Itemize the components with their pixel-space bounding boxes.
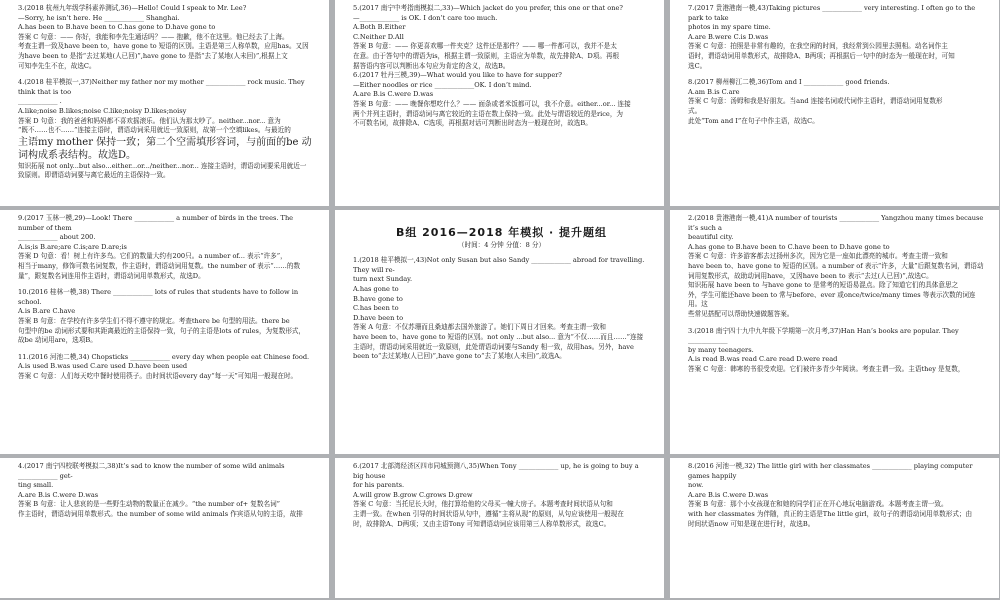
text-line: 致原则。即谓语动词要与离它最近的主语保持一致。 bbox=[18, 171, 170, 180]
page-4 bbox=[0, 210, 329, 454]
text-line: 词用复数形式，故助动词用have，又因have been to 表示“去过(人已回)”,故选C。 bbox=[688, 271, 933, 280]
text-line: 主谓一致。在when 引导的时间状语从句中，遵循“主将从现”的原则，从句应该使用一般现在 bbox=[353, 509, 624, 518]
text-line: ting small. bbox=[18, 481, 54, 490]
section-title: B组 2016—2018 年模拟 · 提升题组 bbox=[395, 226, 608, 239]
text-line: A.Both B.Either bbox=[353, 23, 406, 32]
text-line: 作主语时，谓语动词用单数形式。the number of some wild animals 作宾语从句的主语，故排 bbox=[18, 509, 303, 518]
text-line: ____________ about 200. bbox=[18, 233, 96, 242]
spacer bbox=[688, 320, 985, 327]
text-line: have been to、have gone to 短语的区别。a number of 表示“许多，大量”后跟复数名词，谓语动 bbox=[688, 261, 984, 270]
text-line: A.has gone to B.have been to C.have been to D.have gone to bbox=[688, 242, 890, 251]
text-line: A.are B.is C.were D.was bbox=[18, 490, 99, 499]
spacer bbox=[18, 346, 315, 353]
text-line: 8.(2017 柳州柳江二模,36)Tom and I ____________ good friends. bbox=[688, 78, 890, 87]
text-line: A.has gone to bbox=[353, 284, 399, 293]
text-line: 式。 bbox=[688, 106, 702, 115]
text-line: ____________ . bbox=[18, 97, 62, 106]
text-line: A.is B.are C.have bbox=[18, 307, 76, 316]
text-line: 11.(2016 河池二模,34) Chopsticks ____________ every day when people eat Chinese food. bbox=[18, 352, 310, 361]
text-line: 些常见搭配可以帮助快速做题答案。 bbox=[688, 309, 794, 318]
text-line: 答案 B 句意：让人悲哀的是一些野生动物的数量正在减少。“the number of+ 复数名词” bbox=[18, 500, 281, 509]
text-line: for his parents. bbox=[353, 481, 405, 490]
text-line: A.will grow B.grow C.grows D.grew bbox=[353, 490, 473, 499]
text-line: D.have been to bbox=[353, 313, 404, 322]
text-line: 量”，跟复数名词连用作主语时，谓语动词用单数形式，故选D。 bbox=[18, 271, 205, 280]
text-line: 外，学生可能还have been to 常与before、ever 或once/twice/many times 等表示次数的词连用。这 bbox=[688, 290, 976, 309]
text-line: A.are B.were C.is D.was bbox=[688, 32, 769, 41]
text-line: A.is read B.was read C.are read D.were read bbox=[688, 355, 838, 364]
text-line: 不可数名词，故排除A、C选项，再根据对话可判断出时态为一般现在时，故选B。 bbox=[353, 119, 592, 128]
section-subtitle: （时间：4 分钟 分值：8 分） bbox=[457, 240, 546, 249]
text-line: 主语时，谓语动词采用就近一致原则，此处谓语动词要与Sandy 相一致，故用has。另外，have bbox=[353, 342, 634, 351]
text-line: 3.(2018 杭州九年级学科素养测试,36)—Hello! Could I speak to Mr. Lee? bbox=[18, 4, 247, 12]
text-line: 答案 A 句意：不仅苏珊而且桑迪都去国外旅游了。她们下周日才回来。考查主谓一致和 bbox=[353, 323, 606, 332]
text-line: 据答语内容可以判断出本句应为肯定的含义，故选B。 bbox=[353, 61, 510, 70]
text-line: 答案 C 句意：韩寒的书很受欢迎。它们被许多青少年阅读。考查主谓一致。主语they 是复数， bbox=[688, 364, 965, 373]
text-line: have been to、have gone to 短语的区别。not only ...but also... 意为“不仅……而且……”连接 bbox=[353, 332, 644, 341]
text-line: 4.(2017 南宁四校联考模拟二,38)It’s sad to know the number of some wild animals ____________ get- bbox=[18, 462, 285, 480]
text-line: “既不……也不……”连接主语时，谓语动词采用就近一致原则，故第一个空填likes。与最近的 bbox=[18, 126, 291, 135]
page-1 bbox=[0, 0, 329, 206]
text-line: 6.(2017 北部湾经济区四市同城预测八,35)When Tony ____________ up, he is going to buy a big house bbox=[353, 462, 639, 480]
text-line: —____________ is OK. I don’t care too much. bbox=[353, 13, 498, 22]
text-line: 6.(2017 牡丹三模,39)—What would you like to have for supper? bbox=[353, 71, 562, 80]
text-line: 答案 C 句意：许多游客都去过扬州多次，因为它是一座如此漂亮的城市。考查主谓一致和 bbox=[688, 252, 948, 261]
text-line: 考查主谓一致及have been to，have gone to 短语的区别。主语是第三人称单数，应用has。又因 bbox=[18, 42, 309, 51]
text-line: A.is used B.was used C.are used D.have been used bbox=[18, 362, 188, 371]
text-line: 两个并列主语时，谓语动词与离它较近的主语在数上保持一致。此处与谓语较近的是rice，为 bbox=[353, 109, 624, 118]
text-line: 知识拓展 have been to 与have gone to 是常考的短语易混点。除了知道它们的具体意思之 bbox=[688, 281, 959, 290]
page-6 bbox=[670, 210, 999, 454]
text-line: 5.(2017 南宁中考指南模拟二,33)—Which jacket do you prefer, this one or that one? bbox=[353, 4, 623, 12]
text-line: photos in my spare time. bbox=[688, 23, 771, 32]
text-line: 7.(2017 贵港港南一模,43)Taking pictures ____________ very interesting. I often go to the park to take bbox=[688, 4, 976, 22]
text-line: B.have gone to bbox=[353, 294, 403, 303]
text-line: 答案 D 句意：我的爸爸和妈妈都不喜欢摇滚乐。他们认为那太吵了。neither...nor... 意为 bbox=[18, 116, 281, 125]
text-line: A.are B.is C.were D.was bbox=[353, 90, 434, 99]
text-line: —Either noodles or rice ____________OK. I don’t mind. bbox=[353, 80, 532, 89]
text-line: 8.(2016 河池一模,32) The little girl with her classmates ____________ playing computer games happily bbox=[688, 462, 973, 480]
text-line: beautiful city. bbox=[688, 233, 734, 242]
text-line: 为have been to 是指“去过某地(人已回)”,have gone to 是指“去了某地(人未回)”,根据上文 bbox=[18, 51, 288, 60]
text-line: A.am B.is C.are bbox=[688, 87, 740, 96]
text-line: 可知李先生不在，故选C。 bbox=[18, 61, 96, 70]
text-line: 答案 B 句意：—— 你更喜欢哪一件夹克？这件还是那件？—— 哪一件都可以，我并不是太 bbox=[353, 42, 617, 51]
text-line: 主语my mother 保持一致；第二个空需填形容词，与前面的be 动词构成系表结构。故选D。 bbox=[18, 136, 312, 161]
text-line: now. bbox=[688, 481, 704, 490]
text-line: 10.(2016 桂林一模,38) There ____________ lots of rules that students have to follow in school. bbox=[18, 288, 299, 306]
text-line: A.are B.is C.were D.was bbox=[688, 490, 769, 499]
text-line: 3.(2018 南宁四十九中九年级下学期第一次月考,37)Han Han’s books are popular. They ____________ bbox=[688, 326, 959, 345]
text-line: 答案 C 句意：拍照是非常有趣的，在我空闲的时间，我经常到公园里去照相。动名词作主 bbox=[688, 42, 948, 51]
text-line: been to“去过某地(人已回)”,have gone to“去了某地(人未回)”,故选A。 bbox=[353, 352, 566, 361]
text-line: —Sorry, he isn’t here. He ____________ Shanghai. bbox=[18, 13, 180, 22]
text-line: 1.(2018 桂平模拟一,43)Not only Susan but also Sandy ____________ abroad for travelling. They will re- bbox=[353, 256, 645, 274]
text-line: 答案 D 句意：看！树上有许多鸟。它们的数量大约有200只。a number of... 表示“许多”， bbox=[18, 252, 287, 261]
text-line: 答案 C 句意：人们每天吃中餐时使用筷子。由时间状语every day“每一天”可知用一般现在时。 bbox=[18, 371, 298, 380]
page-5 bbox=[335, 210, 664, 454]
text-line: C.has been to bbox=[353, 304, 399, 313]
text-line: 句型中的be 动词形式要和其距离最近的主语保持一致，句子的主语是lots of rules，为复数形式， bbox=[18, 326, 306, 335]
text-line: 在意。由于答句中的谓语为is，根据主谓一致原则，主语应为单数，故先排除A、D项。再根 bbox=[353, 51, 620, 60]
text-line: 4.(2018 桂平模拟一,37)Neither my father nor my mother ____________ rock music. They think that is too bbox=[18, 78, 305, 96]
text-line: A.has been to B.have been to C.has gone to D.have gone to bbox=[18, 23, 216, 32]
text-line: turn next Sunday. bbox=[353, 275, 413, 284]
text-line: 选C。 bbox=[688, 61, 707, 70]
text-line: with her classmates 为伴随，真正的主语是The little girl，故句子的谓语动词用单数形式；由 bbox=[688, 509, 973, 518]
text-line: 知识拓展 not only...but also...either...or.../neither...nor... 连接主语时，谓语动词要采用就近一 bbox=[18, 161, 307, 170]
text-line: 答案 B 句意：在学校有许多学生们不得不遵守的规定。考查there be 句型的用法。there be bbox=[18, 316, 290, 325]
text-line: 2.(2018 贵港港南一模,41)A number of tourists ____________ Yangzhou many times because it’s such a bbox=[688, 214, 984, 232]
text-line: 答案 B 句意：—— 晚餐你想吃什么？—— 面条或者米饭都可以，我不介意。either...or... 连接 bbox=[353, 99, 631, 108]
text-line: 时间状语now 可知是现在进行时，故选B。 bbox=[688, 519, 815, 528]
page-2 bbox=[335, 0, 664, 206]
text-line: 故be 动词用are，选项B。 bbox=[18, 336, 97, 345]
text-line: 相当于many，修饰可数名词复数，作主语时，谓语动词用复数。the number of 表示“……的数 bbox=[18, 261, 301, 270]
text-line: A.is;is B.are;are C.is;are D.are;is bbox=[18, 242, 127, 251]
text-line: C.Neither D.All bbox=[353, 32, 404, 41]
page-8 bbox=[335, 458, 664, 598]
page-3 bbox=[670, 0, 999, 206]
text-line: A.like;noise B.likes;noise C.like;noisy D.likes;noisy bbox=[18, 106, 187, 115]
text-line: by many teenagers. bbox=[688, 345, 754, 354]
text-line: 答案 C 句意：汤姆和我是好朋友。当and 连接名词或代词作主语时，谓语动词用复数形 bbox=[688, 97, 943, 106]
text-line: 答案 C 句意：当托尼长大时，他打算给他的父母买一幢大房子。本题考查时间状语从句和 bbox=[353, 500, 613, 509]
text-line: 答案 C 句意：—— 你好，我能和李先生通话吗？—— 抱歉，他不在这里。他已经去了上海。 bbox=[18, 32, 289, 41]
page-9 bbox=[670, 458, 999, 598]
text-line: 9.(2017 玉林一模,29)—Look! There ____________ a number of birds in the trees. The number of them bbox=[18, 214, 294, 232]
text-line: 时，故排除A、D两项；又由主语Tony 可知谓语动词应该用第三人称单数形式，故选C。 bbox=[353, 519, 611, 528]
text-line: 答案 B 句意：那个小女孩现在和她的同学们正在开心地玩电脑游戏。本题考查主谓一致。 bbox=[688, 500, 948, 509]
page-7 bbox=[0, 458, 329, 598]
text-line: 语时，谓语动词用单数形式，故排除A、B两项；再根据后一句中的时态为一般现在时，可知 bbox=[688, 51, 955, 60]
text-line: 此处“Tom and I”在句子中作主语，故选C。 bbox=[688, 116, 819, 125]
